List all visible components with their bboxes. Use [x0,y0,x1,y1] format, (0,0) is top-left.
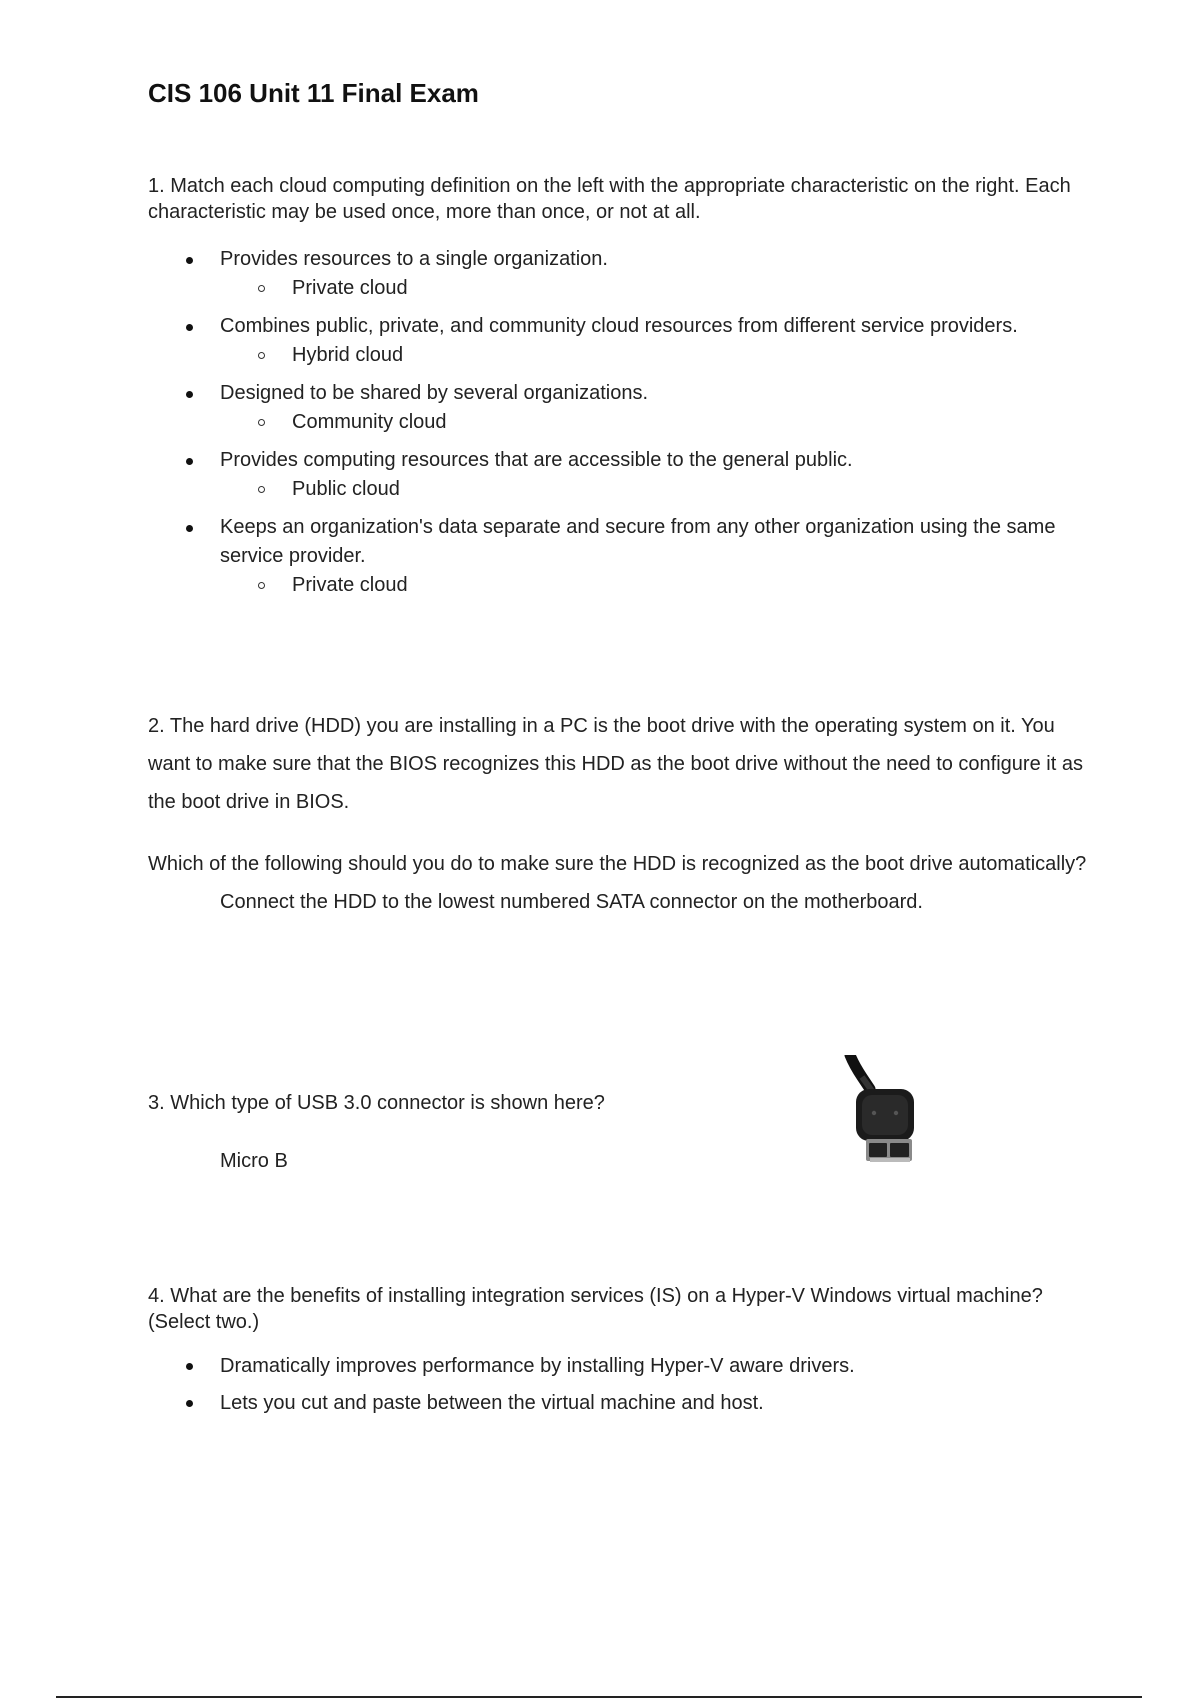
question-4-answer [148,1353,1088,1379]
question-4-answer [148,1390,1088,1416]
bullet-icon [186,1400,193,1407]
question-3 [148,1090,1088,1174]
bullet-icon [186,324,193,331]
definition-text: Provides computing resources that are accessible to the general public. [220,449,853,471]
question-2-prompt: 2. The hard drive (HDD) you are installing in a PC is the boot drive with the operating system on it. You want to make sure that the BIOS recognizes this HDD as the boot drive without the need to configure it as the boot drive in BIOS. [148,715,1083,813]
definition-text: Combines public, private, and community cloud resources from different service providers. [220,315,1018,337]
question-3-prompt: 3. Which type of USB 3.0 connector is shown here? [148,1092,605,1114]
usb-micro-b-connector-icon [836,1055,936,1175]
definition-text: Keeps an organization's data separate and secure from any other organization using the same service provider. [220,516,1056,567]
hollow-bullet-icon [258,352,265,359]
question-1-item [148,312,1088,370]
bullet-icon [186,1363,193,1370]
answer-text: Hybrid cloud [292,344,404,366]
question-3-answer: Micro B [220,1150,288,1172]
question-1 [148,173,1088,609]
bullet-icon [186,257,193,264]
answer-text: Private cloud [292,574,408,596]
answer-subitem [220,274,1088,303]
question-1-prompt: 1. Match each cloud computing definition on the left with the appropriate characteristic on the right. Each characteristic may be used once, more than once, or not at all. [148,175,1071,223]
page-bottom-rule [56,1696,1142,1698]
hollow-bullet-icon [258,285,265,292]
question-1-item [148,379,1088,437]
definition-text: Provides resources to a single organization. [220,248,608,270]
question-2 [148,707,1088,921]
answer-text: Dramatically improves performance by installing Hyper-V aware drivers. [220,1355,855,1377]
question-1-list [148,245,1088,600]
document-title: CIS 106 Unit 11 Final Exam [148,78,479,108]
question-1-item [148,513,1088,600]
hollow-bullet-icon [258,419,265,426]
bullet-icon [186,458,193,465]
question-4 [148,1283,1088,1427]
answer-text: Lets you cut and paste between the virtual machine and host. [220,1392,764,1414]
question-4-list [148,1353,1088,1416]
question-1-item [148,446,1088,504]
question-2-question: Which of the following should you do to make sure the HDD is recognized as the boot drive automatically? [148,853,1087,875]
answer-subitem [220,341,1088,370]
answer-text: Public cloud [292,478,400,500]
answer-text: Community cloud [292,411,447,433]
answer-subitem [220,475,1088,504]
hollow-bullet-icon [258,582,265,589]
hollow-bullet-icon [258,486,265,493]
question-4-prompt: 4. What are the benefits of installing integration services (IS) on a Hyper-V Windows virtual machine? (Select two.) [148,1285,1043,1333]
answer-subitem [220,408,1088,437]
question-1-item [148,245,1088,303]
definition-text: Designed to be shared by several organizations. [220,382,649,404]
bullet-icon [186,391,193,398]
question-2-answer: Connect the HDD to the lowest numbered SATA connector on the motherboard. [220,891,923,913]
bullet-icon [186,525,193,532]
answer-text: Private cloud [292,277,408,299]
answer-subitem [220,571,1088,600]
